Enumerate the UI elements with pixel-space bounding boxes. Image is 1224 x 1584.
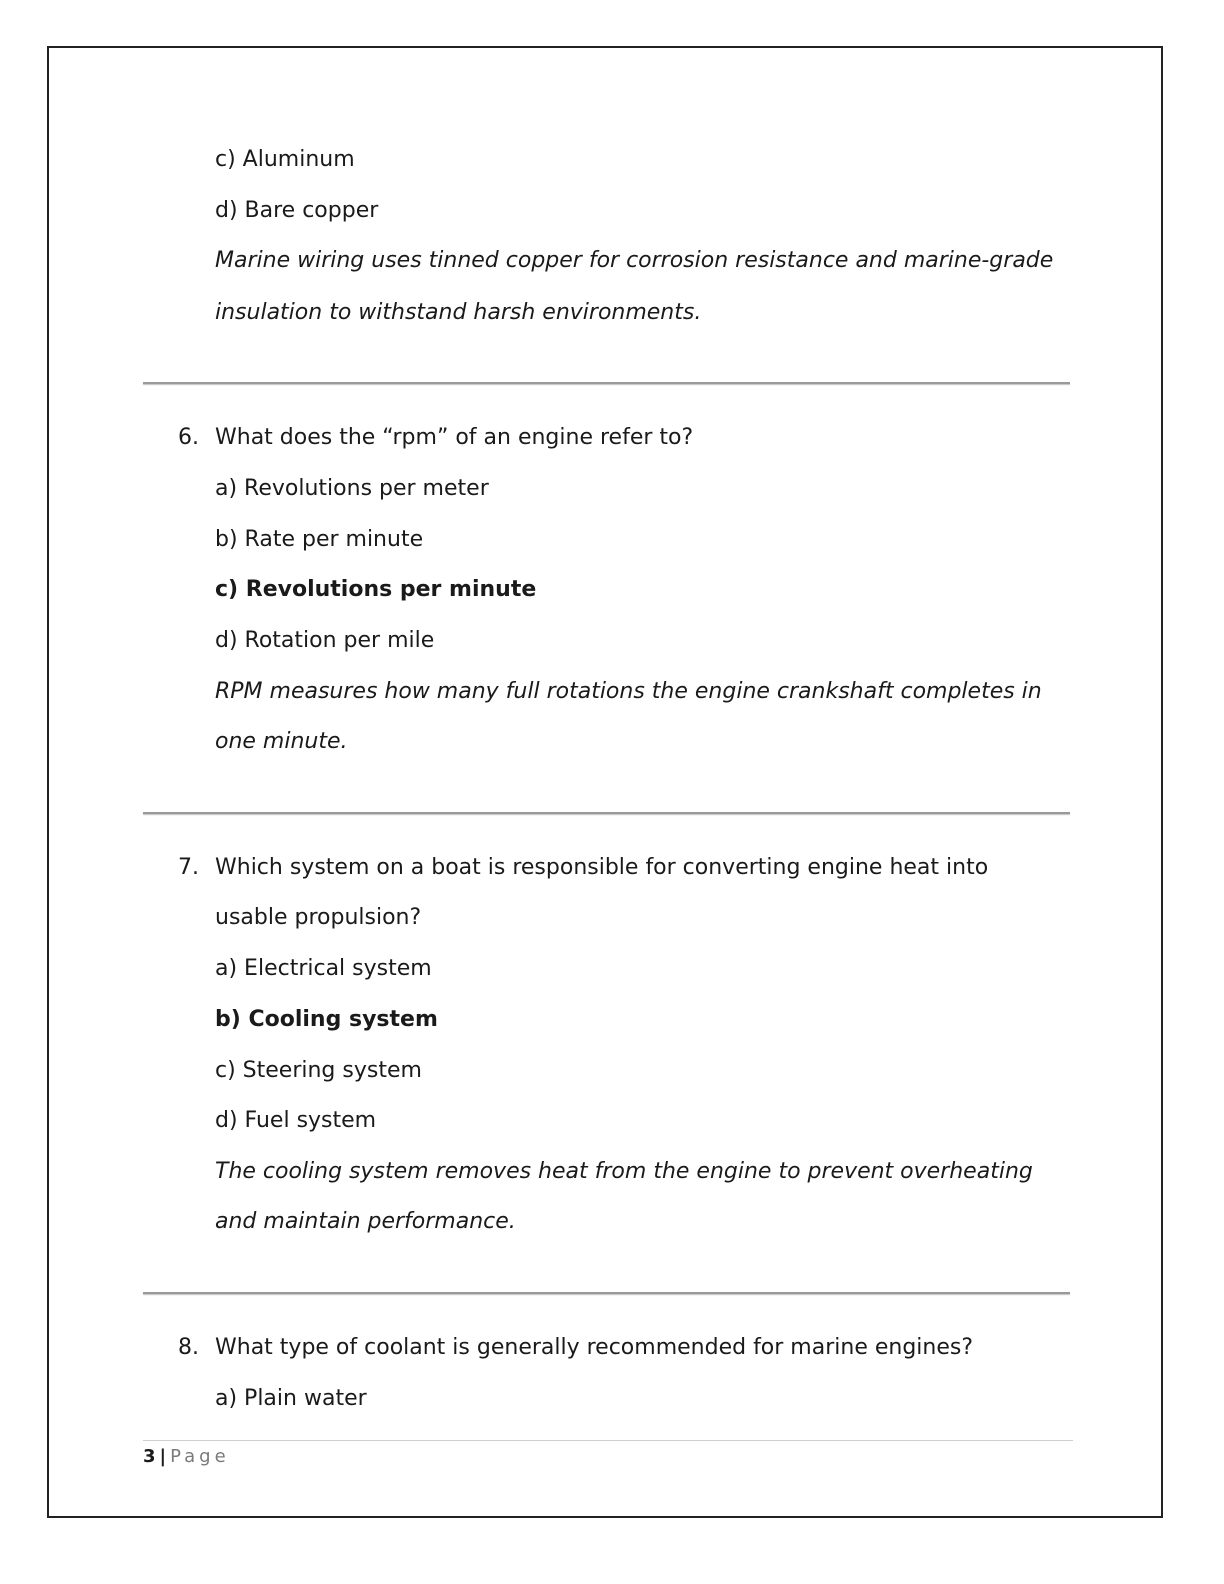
footer-separator: | (159, 1446, 167, 1467)
option-a: a) Plain water (215, 1386, 367, 1411)
option-d: d) Fuel system (215, 1108, 377, 1133)
explanation-line-2: one minute. (215, 729, 348, 754)
explanation-line-2: insulation to withstand harsh environments. (215, 300, 702, 325)
footer-rule (143, 1440, 1073, 1441)
option-d: d) Rotation per mile (215, 628, 435, 653)
section-divider (143, 382, 1070, 384)
option-d: d) Bare copper (215, 198, 379, 223)
option-c: c) Steering system (215, 1058, 422, 1083)
option-c: c) Aluminum (215, 147, 355, 172)
question-number: 7. (178, 855, 199, 880)
explanation-line-1: RPM measures how many full rotations the engine crankshaft completes in (215, 679, 1042, 704)
option-a: a) Revolutions per meter (215, 476, 489, 501)
page-number: 3 (143, 1446, 156, 1467)
question-number: 8. (178, 1335, 199, 1360)
question-text: What does the “rpm” of an engine refer to? (215, 425, 694, 450)
correct-option-c: c) Revolutions per minute (215, 577, 537, 602)
question-text-line-2: usable propulsion? (215, 905, 422, 930)
question-text-line-1: Which system on a boat is responsible for converting engine heat into (215, 855, 989, 880)
section-divider (143, 812, 1070, 814)
option-a: a) Electrical system (215, 956, 432, 981)
question-number: 6. (178, 425, 199, 450)
explanation-line-1: The cooling system removes heat from the engine to prevent overheating (215, 1159, 1033, 1184)
page-label: Page (170, 1446, 230, 1467)
option-b: b) Rate per minute (215, 527, 424, 552)
explanation-line-2: and maintain performance. (215, 1209, 516, 1234)
page-footer (143, 1446, 230, 1468)
correct-option-b: b) Cooling system (215, 1007, 438, 1032)
section-divider (143, 1292, 1070, 1294)
question-text: What type of coolant is generally recommended for marine engines? (215, 1335, 974, 1360)
explanation-line-1: Marine wiring uses tinned copper for corrosion resistance and marine-grade (215, 248, 1054, 273)
